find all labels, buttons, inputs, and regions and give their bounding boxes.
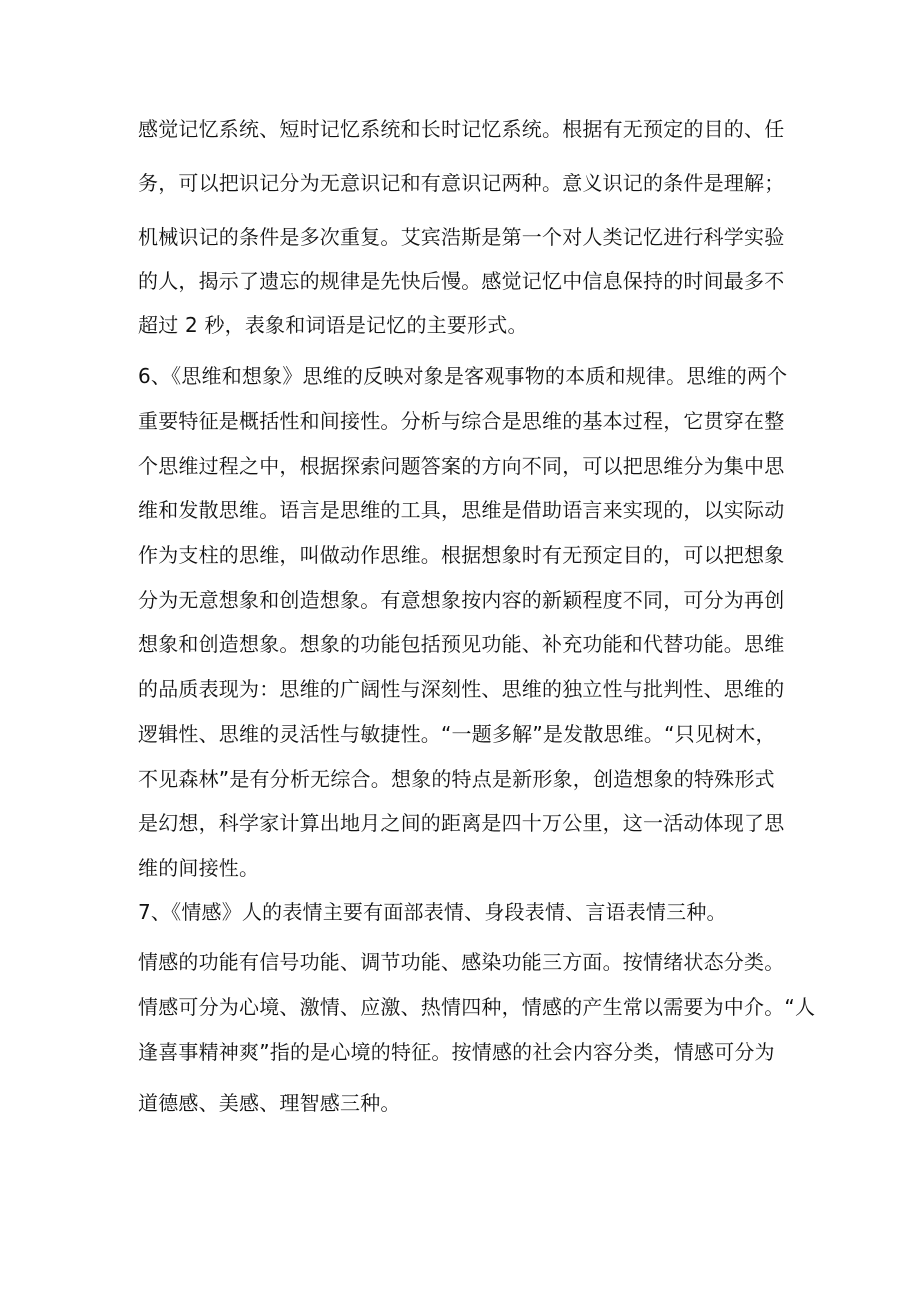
text-line-22: 道德感、美感、理智感三种。	[138, 1091, 401, 1115]
text-line-17: 维的间接性。	[138, 856, 260, 880]
text-line-12: 想象和创造想象。想象的功能包括预见功能、补充功能和代替功能。思维	[138, 632, 785, 656]
text-line-8: 个思维过程之中，根据探索问题答案的方向不同，可以把思维分为集中思	[138, 454, 785, 478]
text-line-5: 超过 2 秒，表象和词语是记忆的主要形式。	[138, 313, 528, 337]
text-line-9: 维和发散思维。语言是思维的工具，思维是借助语言来实现的，以实际动	[138, 498, 785, 522]
text-line-20: 情感可分为心境、激情、应激、热情四种，情感的产生常以需要为中介。“人	[138, 995, 816, 1019]
text-line-18: 7、《情感》人的表情主要有面部表情、身段表情、言语表情三种。	[138, 900, 727, 924]
text-line-14: 逻辑性、思维的灵活性与敏捷性。“一题多解”是发散思维。“只见树木，	[138, 722, 776, 746]
text-line-21: 逢喜事精神爽”指的是心境的特征。按情感的社会内容分类，情感可分为	[138, 1040, 775, 1064]
text-line-7: 重要特征是概括性和间接性。分析与综合是思维的基本过程，它贯穿在整	[138, 409, 785, 433]
text-line-11: 分为无意想象和创造想象。有意想象按内容的新颖程度不同，可分为再创	[138, 588, 785, 612]
text-line-1: 感觉记忆系统、短时记忆系统和长时记忆系统。根据有无预定的目的、任	[138, 117, 785, 141]
text-line-3: 机械识记的条件是多次重复。艾宾浩斯是第一个对人类记忆进行科学实验	[138, 225, 785, 249]
text-line-10: 作为支柱的思维，叫做动作思维。根据想象时有无预定目的，可以把想象	[138, 543, 785, 567]
text-line-15: 不见森林”是有分析无综合。想象的特点是新形象，创造想象的特殊形式	[138, 767, 775, 791]
text-line-2: 务，可以把识记分为无意识记和有意识记两种。意义识记的条件是理解；	[138, 171, 785, 195]
text-line-13: 的品质表现为：思维的广阔性与深刻性、思维的独立性与批判性、思维的	[138, 677, 785, 701]
text-line-19: 情感的功能有信号功能、调节功能、感染功能三方面。按情绪状态分类。	[138, 950, 785, 974]
text-line-6: 6、《思维和想象》思维的反映对象是客观事物的本质和规律。思维的两个	[138, 364, 788, 388]
text-line-16: 是幻想，科学家计算出地月之间的距离是四十万公里，这一活动体现了思	[138, 811, 785, 835]
text-line-4: 的人，揭示了遗忘的规律是先快后慢。感觉记忆中信息保持的时间最多不	[138, 269, 785, 293]
